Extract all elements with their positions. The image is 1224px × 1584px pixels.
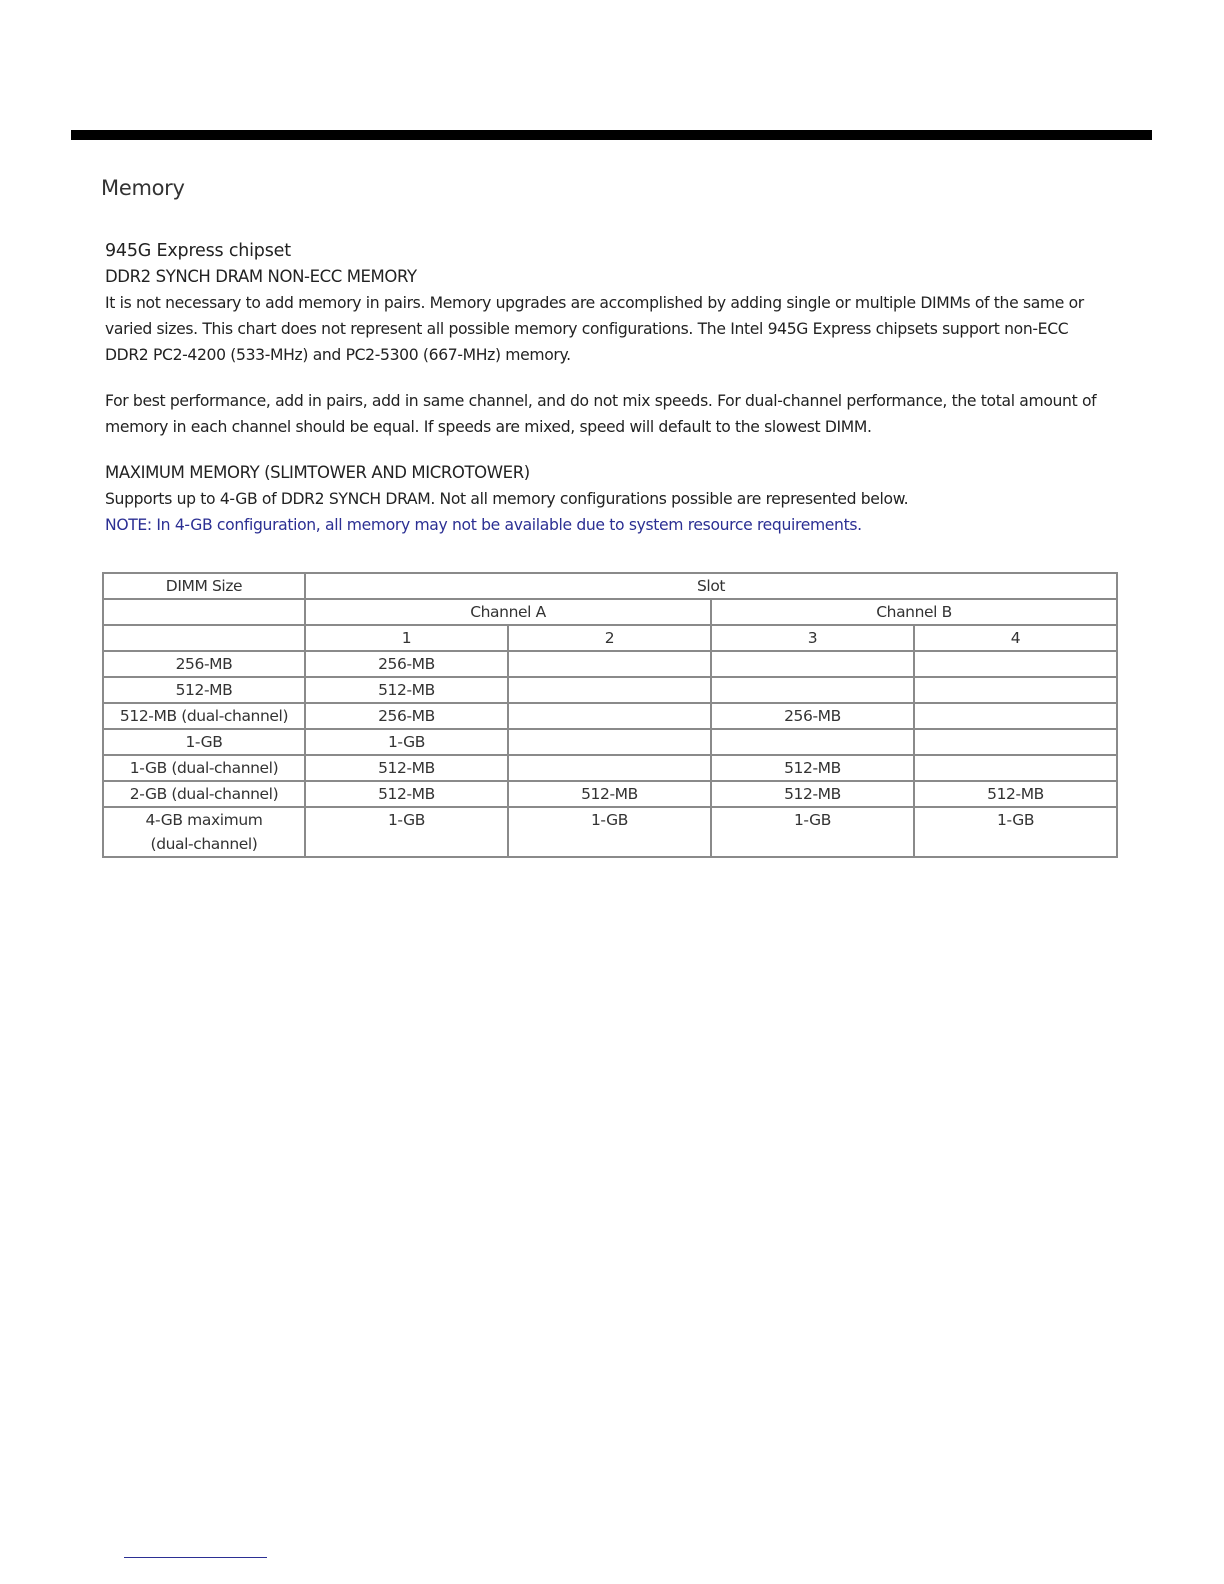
spacer <box>105 368 1115 388</box>
memory-type-heading: DDR2 SYNCH DRAM NON-ECC MEMORY <box>105 267 417 286</box>
table-row <box>103 781 1117 807</box>
dimm-size-cell: 512-MB (dual-channel) <box>103 703 305 729</box>
slot-number-1: 1 <box>305 625 508 651</box>
dimm-size-line-2: (dual-channel) <box>150 835 258 853</box>
table-row <box>103 729 1117 755</box>
slot-3-cell <box>711 729 914 755</box>
slot-4-cell: 1-GB <box>914 807 1117 857</box>
table-row <box>103 807 1117 857</box>
dimm-size-cell <box>103 807 305 857</box>
table-row <box>103 755 1117 781</box>
slot-3-cell: 512-MB <box>711 755 914 781</box>
header-channel-b: Channel B <box>711 599 1117 625</box>
slot-2-cell <box>508 703 711 729</box>
slot-4-cell <box>914 651 1117 677</box>
intro-paragraph-1: It is not necessary to add memory in pairs. Memory upgrades are accomplished by adding single or multiple DIMMs of the same or varied sizes. This chart does not represent all possible memory configurations. The Intel 945G Express chipsets support non-ECC DDR2 PC2-4200 (533-MHz) and PC2-5300 (667-MHz) memory. <box>105 294 1084 364</box>
dimm-size-line-1: 4-GB maximum <box>145 811 263 829</box>
dimm-size-cell: 256-MB <box>103 651 305 677</box>
dimm-size-cell: 1-GB (dual-channel) <box>103 755 305 781</box>
slot-4-cell <box>914 703 1117 729</box>
slot-4-cell <box>914 755 1117 781</box>
slot-1-cell: 512-MB <box>305 755 508 781</box>
slot-4-cell <box>914 677 1117 703</box>
slot-4-cell <box>914 729 1117 755</box>
table-slot-number-row <box>103 625 1117 651</box>
slot-2-cell: 512-MB <box>508 781 711 807</box>
footer-link-underline <box>124 1557 267 1558</box>
slot-2-cell <box>508 729 711 755</box>
maximum-memory-note: NOTE: In 4-GB configuration, all memory may not be available due to system resource requirements. <box>105 516 862 534</box>
slot-number-2: 2 <box>508 625 711 651</box>
slot-1-cell: 512-MB <box>305 781 508 807</box>
dimm-size-cell: 2-GB (dual-channel) <box>103 781 305 807</box>
table-channel-row <box>103 599 1117 625</box>
slot-3-cell: 1-GB <box>711 807 914 857</box>
intro-paragraph-2: For best performance, add in pairs, add in same channel, and do not mix speeds. For dual-channel performance, the total amount of memory in each channel should be equal. If speeds are mixed, speed will default to the slowest DIMM. <box>105 392 1097 436</box>
slot-number-3: 3 <box>711 625 914 651</box>
slot-2-cell <box>508 651 711 677</box>
spacer <box>105 440 1115 460</box>
slot-1-cell: 512-MB <box>305 677 508 703</box>
table-header-row <box>103 573 1117 599</box>
empty-cell <box>103 599 305 625</box>
table-row <box>103 651 1117 677</box>
slot-4-cell: 512-MB <box>914 781 1117 807</box>
slot-3-cell <box>711 651 914 677</box>
slot-1-cell: 256-MB <box>305 703 508 729</box>
slot-1-cell: 256-MB <box>305 651 508 677</box>
slot-2-cell: 1-GB <box>508 807 711 857</box>
slot-2-cell <box>508 755 711 781</box>
slot-3-cell <box>711 677 914 703</box>
table-row <box>103 677 1117 703</box>
intro-content <box>105 238 1115 538</box>
slot-3-cell: 256-MB <box>711 703 914 729</box>
header-dimm-size: DIMM Size <box>103 573 305 599</box>
memory-configuration-table <box>102 572 1118 858</box>
header-channel-a: Channel A <box>305 599 711 625</box>
dimm-size-cell: 1-GB <box>103 729 305 755</box>
empty-cell <box>103 625 305 651</box>
dimm-size-cell: 512-MB <box>103 677 305 703</box>
top-rule <box>71 130 1152 140</box>
slot-number-4: 4 <box>914 625 1117 651</box>
slot-2-cell <box>508 677 711 703</box>
slot-3-cell: 512-MB <box>711 781 914 807</box>
table-row <box>103 703 1117 729</box>
slot-1-cell: 1-GB <box>305 807 508 857</box>
slot-1-cell: 1-GB <box>305 729 508 755</box>
header-slot: Slot <box>305 573 1117 599</box>
maximum-memory-text: Supports up to 4-GB of DDR2 SYNCH DRAM. Not all memory configurations possible are represented below. <box>105 490 909 508</box>
maximum-memory-heading: MAXIMUM MEMORY (SLIMTOWER AND MICROTOWER) <box>105 463 530 482</box>
section-title: Memory <box>101 176 185 200</box>
chipset-label: 945G Express chipset <box>105 241 291 261</box>
